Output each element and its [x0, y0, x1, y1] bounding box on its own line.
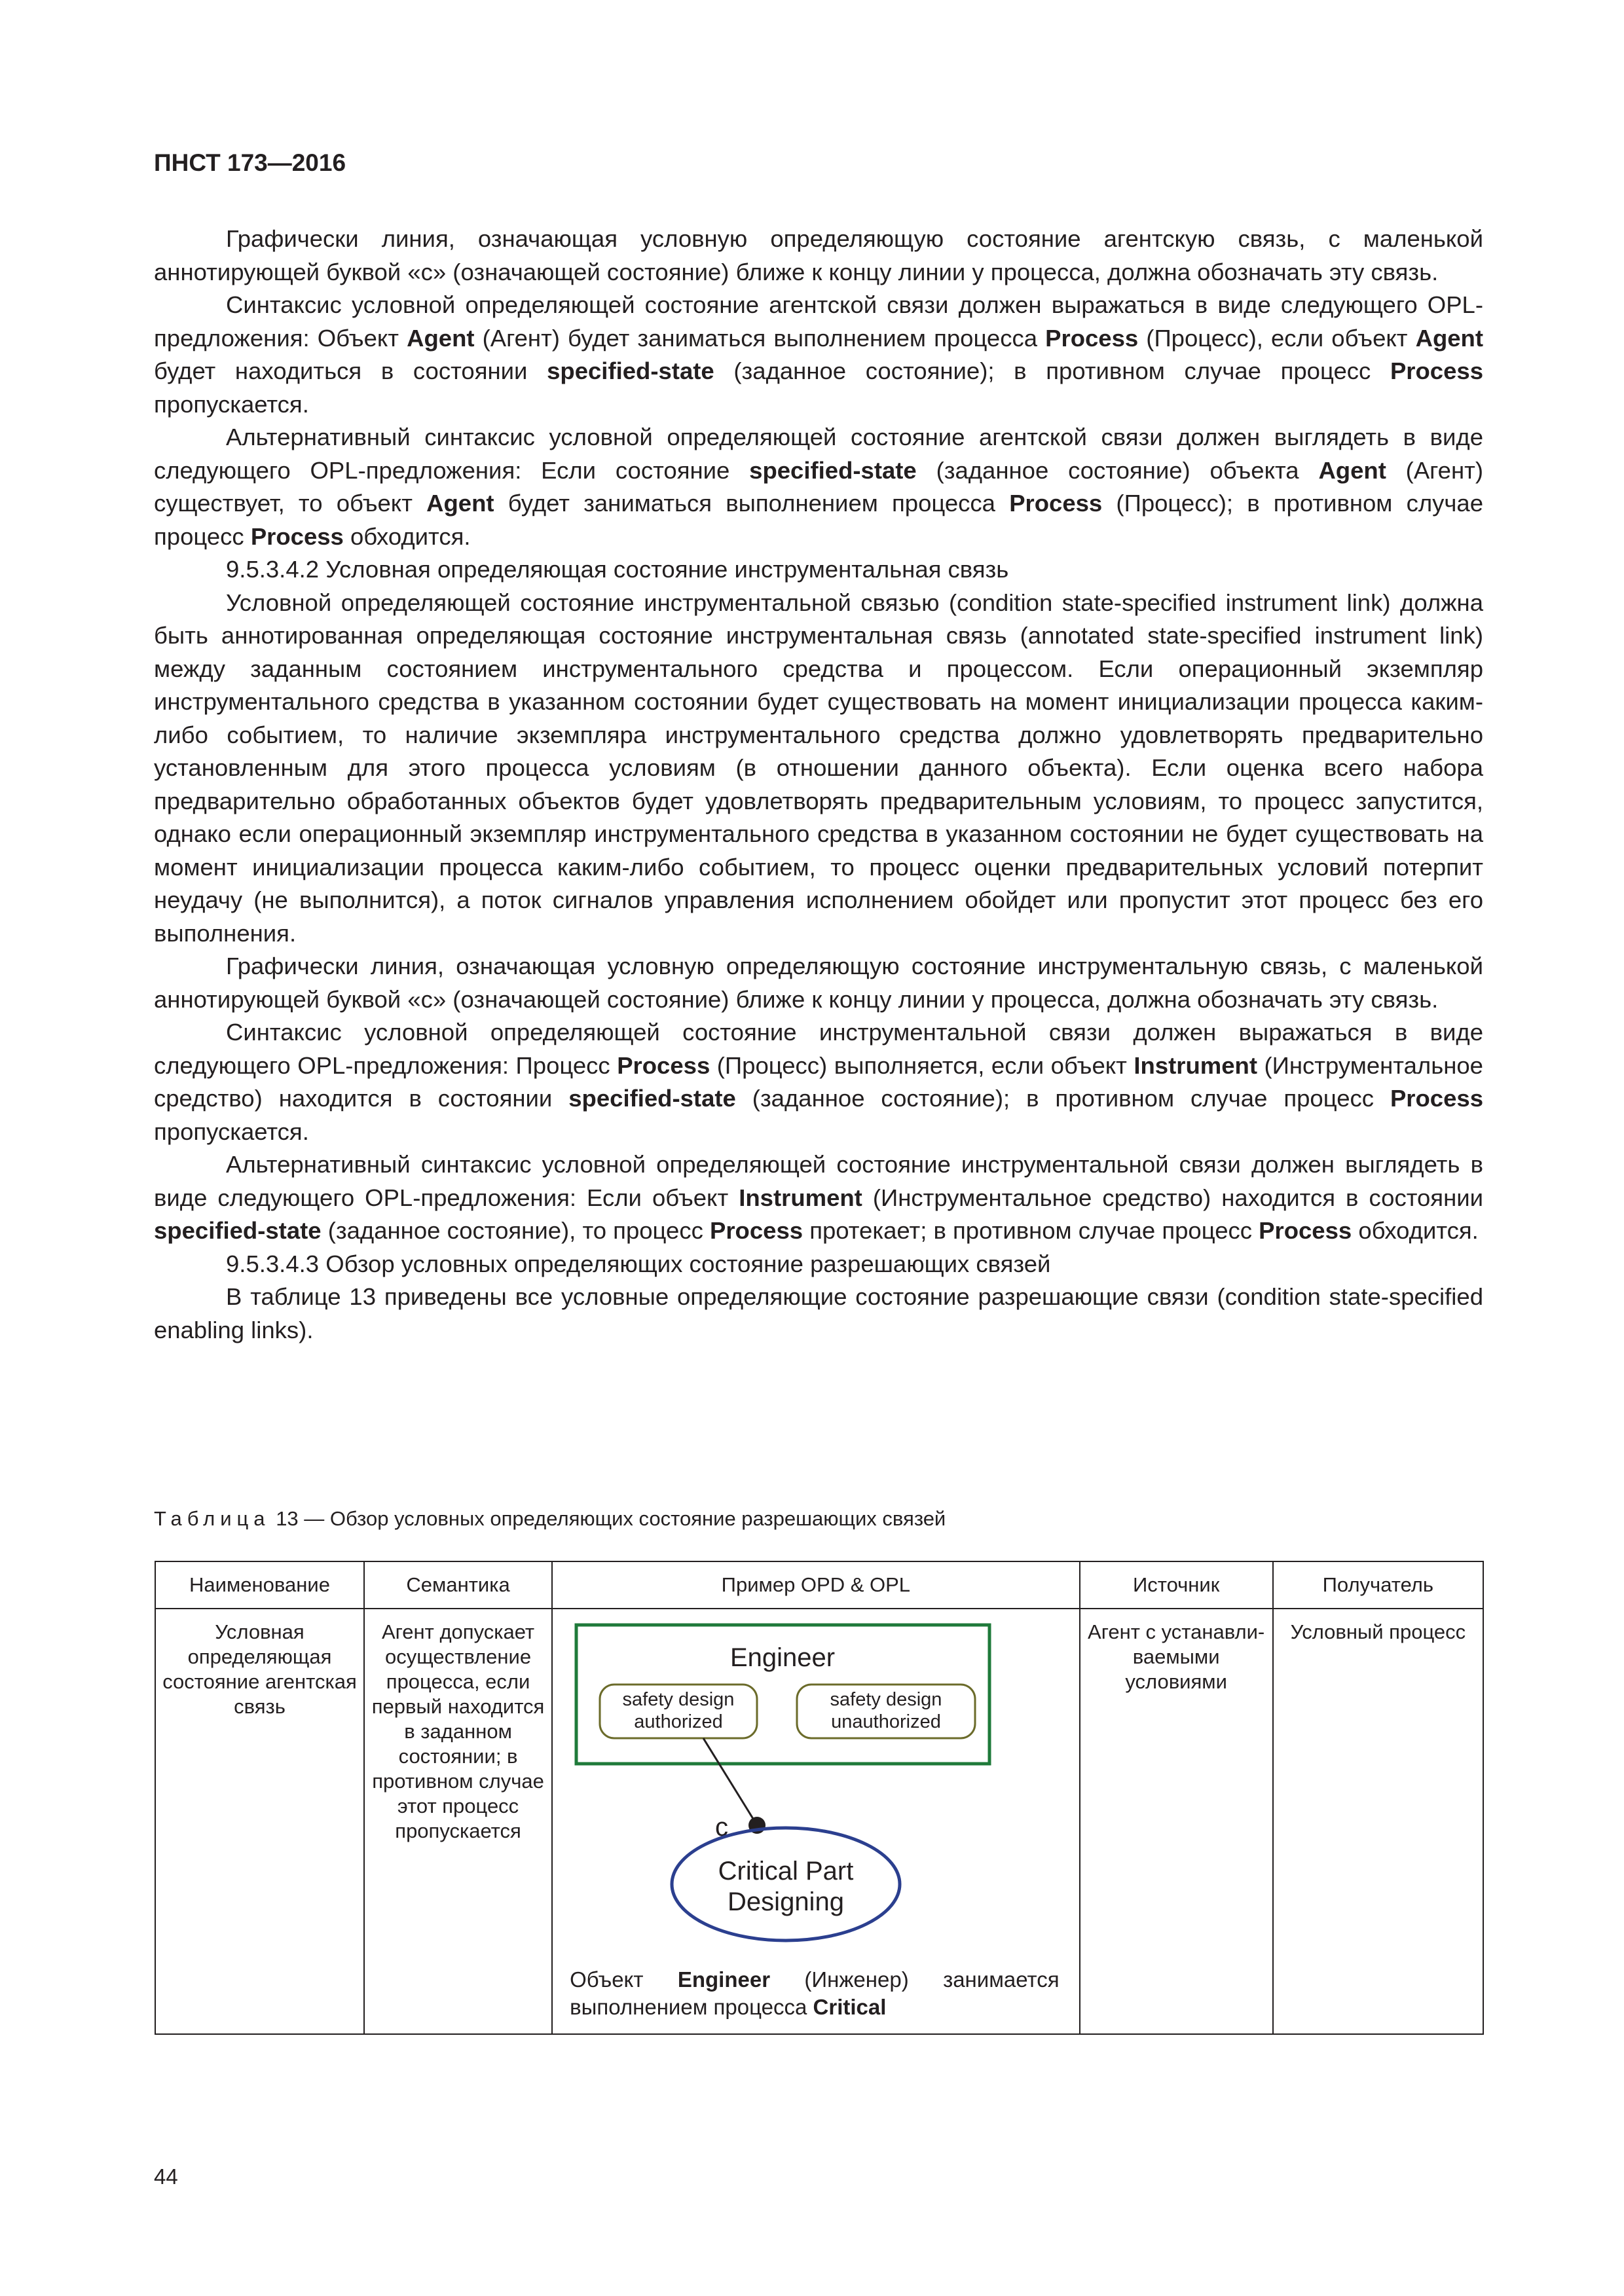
paragraph [154, 289, 1483, 421]
bold-term: Critical [813, 1995, 887, 2019]
header-semantics: Семантика [364, 1561, 552, 1609]
process-label-1: Critical Part [718, 1857, 854, 1886]
paragraph [154, 587, 1483, 951]
page-number: 44 [154, 2164, 178, 2189]
body-text [154, 223, 1483, 1347]
bold-term: specified-state [154, 1217, 322, 1244]
paragraph [154, 1281, 1483, 1347]
text-run: (заданное состояние) объекта [916, 456, 1319, 484]
cell-source: Агент с устанавливаемыми условиями [1080, 1609, 1273, 2034]
bold-term: Process [710, 1217, 803, 1244]
paragraph [154, 1016, 1483, 1148]
text-run: 9.5.3.4.3 Обзор условных определяющих состояние разрешающих связей [226, 1250, 1051, 1277]
document-header: ПНСТ 173—2016 [154, 149, 346, 176]
table-caption [154, 1507, 946, 1531]
cell-example [552, 1609, 1080, 2034]
text-run: (заданное состояние); в противном случае процесс [714, 357, 1390, 384]
engineer-object-label: Engineer [730, 1643, 836, 1672]
bold-term: Agent [426, 490, 494, 517]
header-example: Пример OPD & OPL [552, 1561, 1080, 1609]
text-run: будет находиться в состоянии [154, 357, 547, 384]
bold-term: Process [1390, 357, 1483, 384]
state-authorized-label-1: safety design [622, 1689, 735, 1710]
table-13 [155, 1561, 1484, 2035]
paragraph [154, 421, 1483, 553]
state-unauthorized-label-2: unauthorized [831, 1711, 941, 1732]
process-label-2: Designing [728, 1887, 845, 1916]
text-run: (Инженер) занимается выполнением процесса [570, 1967, 1060, 2019]
condition-link-line [703, 1738, 756, 1824]
text-run: (заданное состояние); в противном случае процесс [735, 1085, 1390, 1112]
condition-link-label: c [715, 1813, 729, 1842]
text-run: (заданное состояние), то процесс [321, 1217, 710, 1244]
text-run: Условной определяющей состояние инструментальной связью (condition state-specified instrument link) должна быть аннотированная определяющая состояние инструментальная связь (annotated state-specified instrument link) между заданным состоянием инструментального средства и процессом. Если операционный экземпляр инструментального средства в указанном состоянии будет существовать на момент инициализации процесса каким-либо событием, то наличие экземпляра инструментального средства должно удовлетворять предварительно установленным для этого процесса условиям (в отношении данного объекта). Если оценка всего набора предварительно обработанных объектов будет удовлетворять предварительным условиям, то процесс запустится, однако если операционный экземпляр инструментального средства в указанном состоянии не будет существовать на момент инициализации процесса каким-либо событием, то процесс оценки предварительных условий потерпит неудачу (не выполнится), а поток сигналов управления исполнением обойдет или пропустит этот процесс без его выполнения. [154, 589, 1483, 947]
text-run: Синтаксис условной определяющей состояние инструментальной связи должен выражаться в виде следующего OPL-предложения: Процесс [154, 1019, 1483, 1079]
bold-term: Process [1009, 490, 1103, 517]
header-name: Наименование [155, 1561, 364, 1609]
paragraph [154, 1148, 1483, 1248]
state-unauthorized-label-1: safety design [830, 1689, 942, 1710]
text-run: Альтернативный синтаксис условной определяющей состояние инструментальной связи должен выглядеть в виде следующего OPL-предложения: Если объект [154, 1151, 1483, 1211]
bold-term: Instrument [739, 1184, 862, 1211]
text-run: протекает; в противном случае процесс [803, 1217, 1259, 1244]
table-caption-word: Таблица [154, 1507, 270, 1530]
text-run: (Инструментальное средство) находится в состоянии [862, 1184, 1483, 1211]
text-run: пропускается. [154, 1118, 309, 1145]
text-run: 9.5.3.4.2 Условная определяющая состояние инструментальная связь [226, 556, 1009, 583]
table-header-row [155, 1561, 1483, 1609]
text-run: Графически линия, означающая условную определяющую состояние инструментальную связь, с маленькой аннотирующей буквой «с» (означающей состояние) ближе к концу линии у процесса, должна обозначать эту связь. [154, 953, 1483, 1013]
bold-term: Process [1390, 1085, 1483, 1112]
text-run: В таблице 13 приведены все условные определяющие состояние разрешающие связи (condition state-specified enabling links). [154, 1283, 1483, 1343]
paragraph [154, 553, 1483, 587]
text-run: (Процесс); в противном случае процесс [154, 490, 1483, 550]
cell-target: Условный процесс [1273, 1609, 1483, 2034]
bold-term: Agent [1415, 324, 1483, 352]
opl-sentence [553, 1966, 1079, 2026]
bold-term: Instrument [1134, 1051, 1257, 1079]
text-run: будет заниматься выполнением процесса [494, 490, 1010, 517]
text-run: (Инструментальное средство) находится в состоянии [154, 1051, 1483, 1112]
bold-term: Agent [407, 324, 475, 352]
header-source: Источник [1080, 1561, 1273, 1609]
bold-term: Agent [1318, 456, 1386, 484]
bold-term: Process [1259, 1217, 1352, 1244]
text-run: обходится. [1352, 1217, 1479, 1244]
cell-name: Условная определяющая состояние агентская связь [155, 1609, 364, 2034]
bold-term: Engineer [677, 1967, 771, 1992]
table-caption-text: 13 — Обзор условных определяющих состояние разрешающих связей [276, 1507, 946, 1530]
paragraph [154, 1248, 1483, 1281]
bold-term: specified-state [547, 357, 714, 384]
text-run: Альтернативный синтаксис условной определяющей состояние агентской связи должен выглядеть в виде следующего OPL-предложения: Если состояние [154, 424, 1483, 484]
bold-term: Process [1045, 324, 1139, 352]
bold-term: specified-state [568, 1085, 736, 1112]
state-authorized-label-2: authorized [634, 1711, 723, 1732]
text-run: (Агент) будет заниматься выполнением процесса [474, 324, 1046, 352]
text-run: пропускается. [154, 390, 309, 418]
text-run: (Агент) существует, то объект [154, 456, 1484, 517]
text-run: Объект [570, 1967, 678, 1992]
paragraph [154, 223, 1483, 289]
text-run: Синтаксис условной определяющей состояние агентской связи должен выражаться в виде следующего OPL-предложения: Объект [154, 291, 1483, 352]
text-run: (Процесс) выполняется, если объект [710, 1051, 1134, 1079]
bold-term: Process [617, 1051, 710, 1079]
text-run: (Процесс), если объект [1138, 324, 1416, 352]
bold-term: specified-state [749, 456, 917, 484]
paragraph [154, 950, 1483, 1016]
table-row [155, 1609, 1483, 2034]
text-run: обходится. [343, 522, 471, 550]
opd-diagram [553, 1609, 1013, 1966]
bold-term: Process [250, 522, 344, 550]
cell-semantics: Агент допускает осуществление процесса, если первый находится в заданном состоянии; в противном случае этот процесс пропускается [364, 1609, 552, 2034]
header-target: Получатель [1273, 1561, 1483, 1609]
text-run: Графически линия, означающая условную определяющую состояние агентскую связь, с маленькой аннотирующей буквой «с» (означающей состояние) ближе к концу линии у процесса, должна обозначать эту связь. [154, 225, 1483, 285]
